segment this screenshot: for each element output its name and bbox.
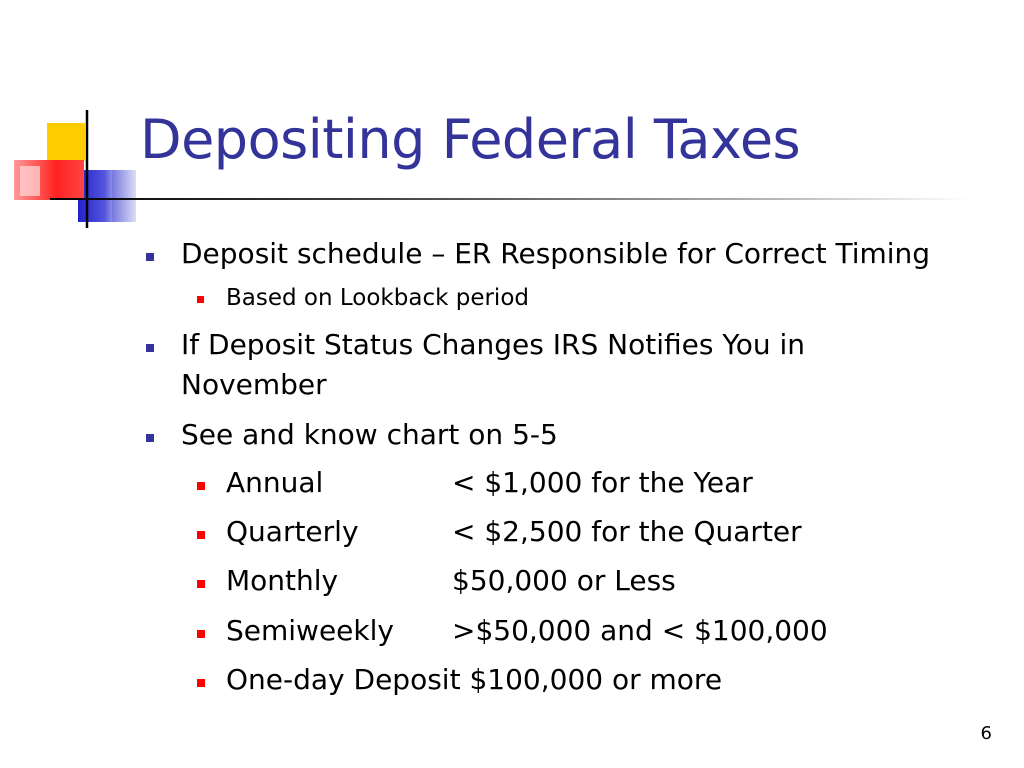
sub-bullet-icon bbox=[197, 482, 205, 490]
schedule-value: $100,000 or more bbox=[469, 663, 723, 696]
schedule-row-one-day bbox=[226, 660, 722, 700]
sub-bullet-icon bbox=[197, 296, 204, 303]
sub-bullet-icon bbox=[197, 630, 205, 638]
schedule-label: Quarterly bbox=[226, 515, 359, 548]
bullet-status-changes-line2: November bbox=[181, 368, 327, 401]
page-number: 6 bbox=[980, 723, 992, 744]
bullet-see-chart: See and know chart on 5-5 bbox=[181, 418, 558, 451]
bullet-icon bbox=[146, 344, 154, 352]
bullet-icon bbox=[146, 253, 154, 261]
schedule-label: Monthly bbox=[226, 564, 339, 597]
bullet-icon bbox=[146, 434, 154, 442]
schedule-value: $50,000 or Less bbox=[452, 564, 676, 597]
sub-bullet-icon bbox=[197, 580, 205, 588]
schedule-value: < $1,000 for the Year bbox=[452, 466, 753, 499]
schedule-row-monthly bbox=[226, 561, 676, 601]
bullet-status-changes-line1: If Deposit Status Changes IRS Notifies You in bbox=[181, 328, 806, 361]
schedule-label: Semiweekly bbox=[226, 614, 394, 647]
schedule-value: >$50,000 and < $100,000 bbox=[452, 614, 828, 647]
sub-bullet-lookback: Based on Lookback period bbox=[226, 285, 529, 311]
schedule-label: Annual bbox=[226, 466, 324, 499]
sub-bullet-icon bbox=[197, 531, 205, 539]
schedule-value: < $2,500 for the Quarter bbox=[452, 515, 802, 548]
sub-bullet-icon bbox=[197, 679, 205, 687]
schedule-row-semiweekly bbox=[226, 611, 828, 651]
bullet-deposit-schedule: Deposit schedule – ER Responsible for Correct Timing bbox=[181, 237, 931, 270]
schedule-label: One-day Deposit bbox=[226, 663, 461, 696]
schedule-row-quarterly bbox=[226, 512, 802, 552]
slide-title: Depositing Federal Taxes bbox=[140, 108, 801, 171]
schedule-row-annual bbox=[226, 463, 753, 503]
